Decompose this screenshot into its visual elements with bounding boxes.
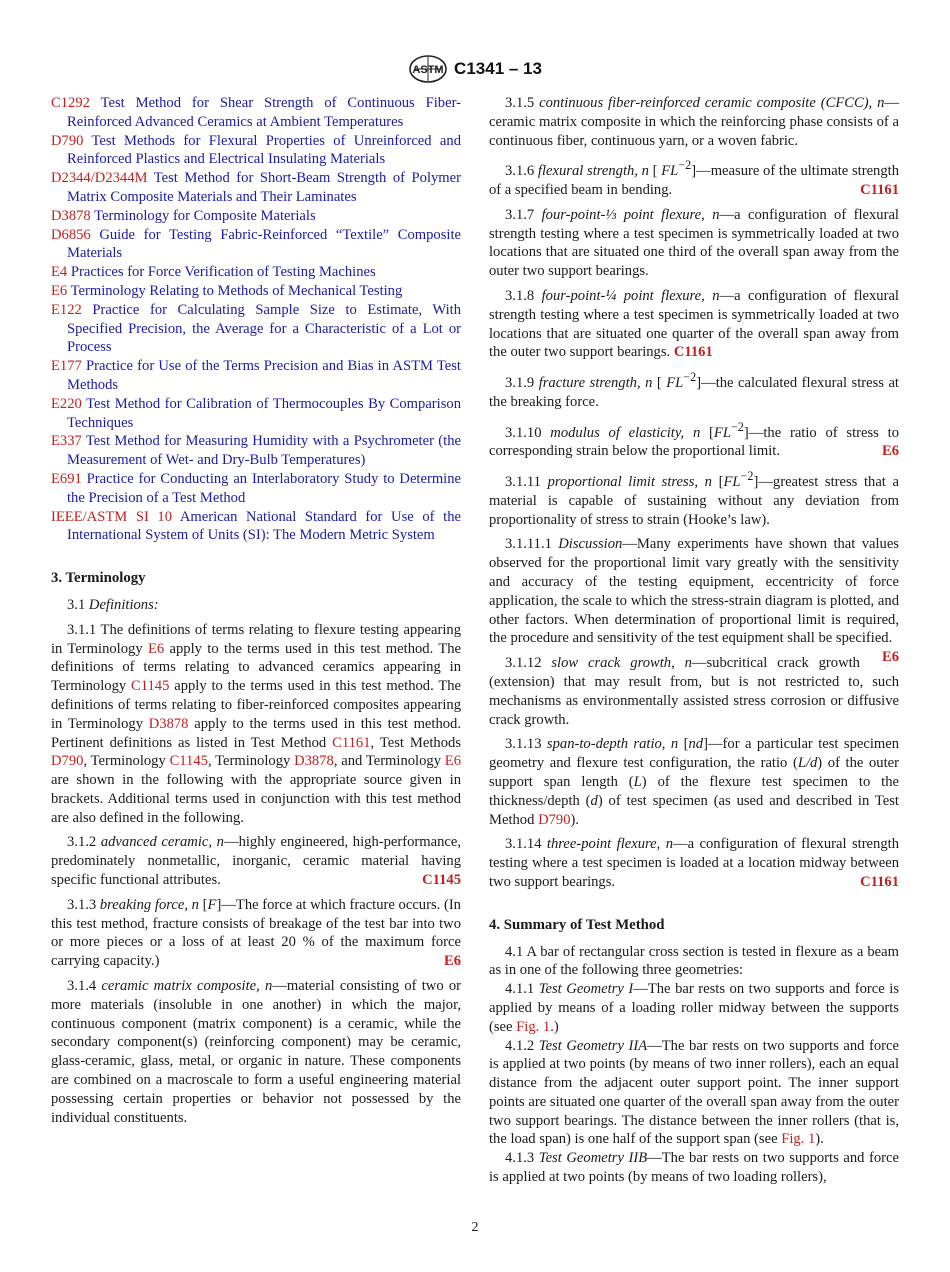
text-run: apply to the terms used in this test method. The definitions of terms relating to advanced ceramics appearing in Terminology xyxy=(51,640,462,695)
reference-link[interactable]: D790 xyxy=(538,811,571,828)
reference-link[interactable]: D3878 xyxy=(148,715,189,732)
reference-link[interactable]: D790 xyxy=(51,753,84,770)
source-reference[interactable]: C1161 xyxy=(860,182,899,199)
clause-number: 3.1.9 xyxy=(505,375,535,392)
reference-item xyxy=(51,169,461,207)
reference-link[interactable]: D3878 xyxy=(294,753,334,770)
reference-title: Practice for Calculating Sample Size to Estimate, With Specified Precision, the Average for a Characteristic of a Lot or Process xyxy=(67,301,461,356)
page-number: 2 xyxy=(471,1220,479,1235)
unit-exponent: −2 xyxy=(730,419,744,434)
paragraph-4-1-2 xyxy=(489,1037,899,1150)
defined-term: modulus of elasticity, n xyxy=(550,424,701,441)
reference-title: Test Method for Shear Strength of Continuous Fiber-Reinforced Advanced Ceramics at Ambient Temperatures xyxy=(67,95,461,130)
section-heading-terminology: 3. Terminology xyxy=(51,570,146,587)
text-run: apply to the terms used in this test method. Pertinent definitions as listed in Test Method xyxy=(51,715,462,751)
figure-link[interactable]: Fig. 1 xyxy=(781,1131,816,1148)
clause-number: 3.1.10 xyxy=(505,424,542,441)
reference-item xyxy=(51,508,461,546)
reference-item xyxy=(51,282,461,301)
clause-number: 3.1.7 xyxy=(505,206,535,223)
definition-text: ) of test specimen (as used and described in Test Method xyxy=(489,792,899,828)
variable: L/d xyxy=(797,755,818,772)
paragraph-3-1-5 xyxy=(489,94,899,150)
text-run: , Test Methods xyxy=(370,734,461,751)
reference-item xyxy=(51,395,461,433)
paragraph-3-1-7 xyxy=(489,206,899,281)
reference-item xyxy=(51,207,461,226)
source-reference[interactable]: E6 xyxy=(443,953,461,970)
definition-text: —the ratio of stress to corresponding strain below the proportional limit. xyxy=(489,424,899,460)
reference-code[interactable]: E691 xyxy=(51,470,82,487)
reference-code[interactable]: E6 xyxy=(51,282,68,299)
clause-number: 3.1.4 xyxy=(67,978,97,995)
unit-symbol: FL xyxy=(723,473,741,490)
reference-code[interactable]: E220 xyxy=(51,395,82,412)
reference-title: Practice for Conducting an Interlaboratory Study to Determine the Precision of a Test Method xyxy=(67,470,462,506)
clause-number: 3.1.8 xyxy=(505,288,535,305)
reference-title: Practices for Force Verification of Testing Machines xyxy=(70,264,376,281)
text-run: are shown in the following with the appropriate source given in brackets. Additional terms used in conjunction with this test method are also defined in the following. xyxy=(51,772,461,826)
paragraph-3-1-3 xyxy=(51,896,461,971)
unit-bracket: [ xyxy=(711,473,724,490)
left-column xyxy=(51,94,461,1133)
definition-text: —Many experiments have shown that values observed for the proportional limit vary greatly with the sensitivity and accuracy of the testing equipment, eccentricity of force application, the scale to which the stress-strain diagram is plotted, and other factors. When determination of proportional limit is required, the procedure and sensitivity of the test equipment shall be specified. xyxy=(489,536,899,647)
source-reference[interactable]: C1161 xyxy=(860,873,899,890)
unit-bracket: ] xyxy=(743,424,749,441)
clause-number: 3.1 xyxy=(67,596,86,613)
geometry-term: Test Geometry IIA xyxy=(538,1037,648,1054)
reference-item xyxy=(51,357,461,395)
unit-bracket: ] xyxy=(696,375,702,392)
definition-text: —The bar rests on two supports and force is applied by means of a loading roller midway between the supports (see xyxy=(489,981,900,1035)
unit-symbol: FL xyxy=(666,375,684,392)
defined-term: four-point-¼ point flexure, n xyxy=(541,288,720,305)
defined-term: three-point flexure, n xyxy=(546,836,674,853)
paragraph-3-1-1 xyxy=(51,621,461,828)
unit-bracket: [ xyxy=(198,896,208,913)
paragraph-4-1-1 xyxy=(489,980,899,1036)
definition-text: —The force at which fracture occurs. (In this test method, fracture consists of breakage of the test bar into two or more pieces or a loss of at least 20 % of the maximum force carrying capacity.) xyxy=(51,896,461,970)
reference-link[interactable]: C1145 xyxy=(169,753,208,770)
unit-bracket: ] xyxy=(216,896,222,913)
reference-code[interactable]: E4 xyxy=(51,264,68,281)
definition-text: —measure of the ultimate strength of a specified beam in bending. xyxy=(489,163,899,199)
clause-number: 3.1.6 xyxy=(505,163,535,180)
reference-link[interactable]: C1161 xyxy=(332,734,371,751)
definition-text: ) of the outer support span length ( xyxy=(489,755,899,790)
reference-code[interactable]: E337 xyxy=(51,433,82,450)
clause-title: Definitions: xyxy=(88,596,159,613)
paragraph-3-1 xyxy=(51,596,461,615)
reference-list xyxy=(51,94,461,545)
defined-term: flexural strength, n xyxy=(537,163,649,180)
reference-code[interactable]: C1292 xyxy=(51,95,90,111)
text-run: apply to the terms used in this test method. The definitions of terms relating to fiber-reinforced composites appearing in Terminology xyxy=(51,678,462,732)
reference-item xyxy=(51,301,461,357)
unit-symbol: nd xyxy=(688,736,704,753)
unit-bracket: [ xyxy=(652,375,667,392)
paragraph-3-1-6 xyxy=(489,156,899,199)
clause-number: 3.1.11 xyxy=(505,473,541,490)
reference-title: Guide for Testing Fabric-Reinforced “Textile” Composite Materials xyxy=(67,226,461,262)
paragraph-3-1-2 xyxy=(51,833,461,889)
unit-symbol: FL xyxy=(713,424,731,441)
definition-text: —The bar rests on two supports and force is applied at two points (by means of two inner rollers), each an equal distance from the adjacent outer support point. The inner support points are situated one quarter of the overall span away from the outer two support bearings. The distance between the inner rollers (that is, the load span) is one half of the support span (see xyxy=(489,1037,899,1148)
reference-link[interactable]: E6 xyxy=(147,640,165,657)
clause-number: 3.1.14 xyxy=(505,836,542,853)
text-run: 3.1.1 The definitions of terms relating to flexure testing appearing in Terminology xyxy=(51,621,461,657)
figure-link[interactable]: Fig. 1 xyxy=(516,1018,551,1035)
reference-title: Terminology for Composite Materials xyxy=(94,207,316,224)
unit-exponent: −2 xyxy=(678,158,692,173)
unit-bracket: ] xyxy=(753,473,759,490)
svg-text:ASTM: ASTM xyxy=(412,64,444,76)
reference-item xyxy=(51,94,461,132)
reference-code[interactable]: E177 xyxy=(51,358,82,375)
definition-text: —highly engineered, high-performance, predominately nonmetallic, inorganic, ceramic material having specific functional attributes. xyxy=(51,834,461,889)
source-reference[interactable]: C1145 xyxy=(422,872,461,889)
variable: d xyxy=(590,792,598,809)
unit-exponent: −2 xyxy=(740,469,754,484)
source-reference[interactable]: E6 xyxy=(881,649,899,666)
source-reference[interactable]: C1161 xyxy=(673,344,713,361)
reference-code[interactable]: D790 xyxy=(51,132,84,149)
reference-title: Test Methods for Flexural Properties of Unreinforced and Reinforced Plastics and Electrical Insulating Materials xyxy=(67,132,461,168)
reference-code[interactable]: D3878 xyxy=(51,207,91,224)
definition-text: —the calculated flexural stress at the breaking force. xyxy=(489,375,899,410)
reference-code[interactable]: D6856 xyxy=(51,226,91,243)
defined-term: proportional limit stress, n xyxy=(547,473,712,490)
paragraph-3-1-12 xyxy=(489,654,899,729)
reference-link[interactable]: C1145 xyxy=(131,678,170,695)
defined-term: breaking force, n xyxy=(99,896,199,913)
definition-text: ). xyxy=(570,811,580,828)
reference-item xyxy=(51,432,461,470)
defined-term: four-point-⅓ point flexure, n xyxy=(541,206,720,223)
defined-term: ceramic matrix composite, n xyxy=(101,978,273,995)
unit-bracket: [ xyxy=(700,424,714,441)
astm-logo xyxy=(408,54,448,84)
definition-text: ). xyxy=(815,1131,824,1148)
defined-term: advanced ceramic, n xyxy=(100,834,224,851)
text-run: , and Terminology xyxy=(333,753,445,770)
unit-bracket: ] xyxy=(703,736,708,753)
clause-number: 4.1.2 xyxy=(505,1037,535,1054)
right-column xyxy=(489,94,899,1187)
paragraph-4-1-3 xyxy=(489,1149,899,1187)
reference-title: Terminology Relating to Methods of Mechanical Testing xyxy=(70,282,403,299)
paragraph-3-1-11 xyxy=(489,467,899,529)
definition-text: .) xyxy=(550,1018,559,1035)
reference-title: Test Method for Short-Beam Strength of Polymer Matrix Composite Materials and Their Laminates xyxy=(67,170,461,205)
reference-code[interactable]: E122 xyxy=(51,301,82,318)
unit-bracket: [ xyxy=(678,736,689,753)
reference-link[interactable]: E6 xyxy=(444,753,461,770)
definition-text: —The bar rests on two supports and force is applied at two points (by means of two loading rollers), xyxy=(489,1150,899,1186)
clause-number: 4.1.1 xyxy=(505,981,535,998)
paragraph-3-1-8 xyxy=(489,287,899,362)
text-run: , Terminology xyxy=(207,753,295,770)
defined-term: fracture strength, n xyxy=(538,375,653,392)
paragraph-3-1-10 xyxy=(489,418,899,461)
clause-number: 3.1.5 xyxy=(505,95,535,111)
reference-item xyxy=(51,226,461,264)
clause-number: 3.1.3 xyxy=(67,896,97,913)
source-reference[interactable]: E6 xyxy=(881,443,899,460)
reference-item xyxy=(51,263,461,282)
unit-bracket: [ xyxy=(648,163,662,180)
reference-item xyxy=(51,470,461,508)
paragraph-3-1-4 xyxy=(51,977,461,1127)
reference-code[interactable]: IEEE/ASTM SI 10 xyxy=(51,508,173,525)
text-run: , Terminology xyxy=(83,753,170,770)
paragraph-4-1: 4.1 A bar of rectangular cross section is tested in flexure as a beam as in one of the following three geometries: xyxy=(489,943,899,979)
reference-title: American National Standard for Use of the International System of Units (SI): The Modern Metric System xyxy=(67,508,461,544)
clause-number: 3.1.11.1 xyxy=(505,536,552,553)
definition-text: —for a particular test specimen geometry and flexure test configuration, the ratio ( xyxy=(489,736,900,772)
geometry-term: Test Geometry I xyxy=(538,981,634,998)
definition-text: —greatest stress that a material is capable of sustaining without any deviation from proportionality of stress to strain (Hooke’s law). xyxy=(489,473,899,528)
reference-title: Practice for Use of the Terms Precision and Bias in ASTM Test Methods xyxy=(67,358,461,393)
paragraph-3-1-13 xyxy=(489,735,899,829)
section-heading-summary: 4. Summary of Test Method xyxy=(489,916,665,933)
definition-text: —a configuration of flexural strength testing where a test specimen is symmetrically loaded at two locations that are situated one third of the overall span away from the outer two support bearings. xyxy=(489,206,899,280)
definition-text: —ceramic matrix composite in which the reinforcing phase consists of a continuous fiber, continuous yarn, or a woven fabric. xyxy=(489,95,899,149)
reference-title: Test Method for Measuring Humidity with a Psychrometer (the Measurement of Wet- and Dry-Bulb Temperatures) xyxy=(67,433,461,469)
unit-symbol: F xyxy=(207,896,217,913)
definition-text: —subcritical crack growth (extension) that may result from, but is not restricted to, such mechanisms as environmentally assisted stress corrosion or diffusive crack growth. xyxy=(489,655,899,728)
definition-text: —a configuration of flexural strength testing where a test specimen is loaded at a location midway between two support bearings. xyxy=(489,836,899,890)
reference-item xyxy=(51,132,461,170)
page-header xyxy=(0,52,950,86)
reference-code[interactable]: D2344/D2344M xyxy=(51,170,148,187)
clause-number: 3.1.12 xyxy=(505,655,542,672)
paragraph-3-1-9 xyxy=(489,368,899,411)
reference-title: Test Method for Calibration of Thermocouples By Comparison Techniques xyxy=(67,395,461,431)
defined-term: span-to-depth ratio, n xyxy=(546,736,679,753)
definition-text: —a configuration of flexural strength testing where a test specimen is symmetrically loaded at two locations that are situated one quarter of the overall span away from the outer two support bearings. xyxy=(489,288,899,361)
clause-number: 4.1.3 xyxy=(505,1150,535,1167)
document-id: C1341 – 13 xyxy=(454,59,542,78)
unit-symbol: FL xyxy=(661,163,679,180)
variable: L xyxy=(633,773,642,790)
defined-term: continuous fiber-reinforced ceramic composite (CFCC), n xyxy=(539,95,885,111)
discussion-label: Discussion xyxy=(558,536,623,553)
definition-text: ) of the flexure test specimen to the thickness/depth ( xyxy=(489,773,899,809)
unit-bracket: ] xyxy=(691,163,697,180)
geometry-term: Test Geometry IIB xyxy=(538,1150,648,1167)
defined-term: slow crack growth, n xyxy=(551,655,692,672)
clause-number: 3.1.13 xyxy=(505,736,542,753)
definition-text: —material consisting of two or more materials (insoluble in one another) in which the major, continuous component (matrix component) is a ceramic, while the secondary component(s) (reinforcing component) may be ceramic, glass-ceramic, glass, metal, or organic in nature. These components are combined on a macroscale to form a useful engineering material possessing certain properties or behavior not possessed by the individual constituents. xyxy=(51,978,461,1126)
clause-number: 3.1.2 xyxy=(67,834,97,851)
paragraph-3-1-14 xyxy=(489,835,899,891)
unit-exponent: −2 xyxy=(683,370,697,385)
